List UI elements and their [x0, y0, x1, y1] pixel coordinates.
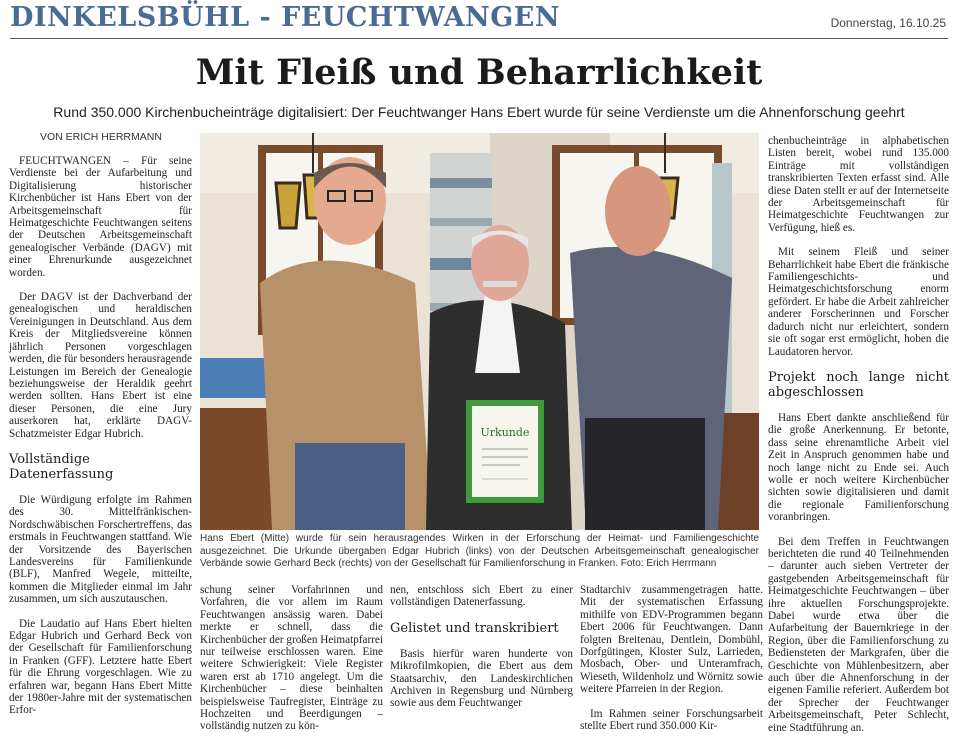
paragraph: Im Rahmen seiner Forschungsarbeit stellte Ebert rund 350.000 Kir- — [580, 707, 763, 733]
paragraph: Basis hierfür waren hunderte von Mikrofilmkopien, die Ebert aus dem Staatsarchiv, den Landeskirchlichen Archiven in Regensburg und Nürnberg sowie aus dem Feuchtwanger — [390, 647, 573, 710]
paragraph: Bei dem Treffen in Feuchtwangen berichteten die rund 40 Teilnehmenden – darunter auch sieben Vertreter der gastgebenden Arbeitsgemeinschaft für Heimatgeschichte Feuchtwangen – über ihre aktuellen Forschungsprojekte. Dabei wurde etwa über die Aufarbeitung der Bauernkriege in der Region, über die Familienforschung zu Bediensteten der Markgrafen, über die Geschichte von Mühlenbesitzern, aber auch über die Ahnenforschung in der eigenen Familie referiert. Außerdem bot der Sprecher der Feuchtwanger Arbeitsgemeinschaft, Peter Schlecht, eine Stadtführung an. — [768, 535, 949, 734]
paragraph: Der DAGV ist der Dachverband der genealogischen und heraldischen Vereinigungen in Deutschland. Aus dem Kreis der Mitgliedsvereine können jährlich Personen vorgeschlagen werden, die für besonders herausragende Leistungen im Bereich der Genealogie beziehungsweise der Heraldik geehrt werden sollten. Hans Ebert ist eine dieser Personen, die eine Jury auserkoren hat, erklärte DAGV-Schatzmeister Edgar Hubrich. — [9, 291, 192, 440]
header-divider — [10, 38, 948, 39]
text-column-1 — [9, 155, 192, 717]
paragraph: FEUCHTWANGEN – Für seine Verdienste bei der Aufarbeitung und Digitalisierung historischer Kirchenbücher ist Hans Ebert von der Arbeitsgemeinschaft für Heimatgeschichte Feuchtwangen seitens der Deutschen Arbeitsgemeinschaft genealogischer Verbände (DAGV) mit einer Ehrenurkunde ausgezeichnet worden. — [9, 155, 192, 279]
paragraph: Stadtarchiv zusammengetragen hatte. Mit der systematischen Erfassung mithilfe von EDV-Programmen begann Ebert 2006 für Feuchtwangen. Dann folgten Breitenau, Dentlein, Dombühl, Dorfgütingen, Kloster Sulz, Larrieden, Mosbach, Ober- und Unteramfrach, Wieseth, Wildenholz und Wörnitz sowie weitere Pfarreien in der Region. — [580, 584, 763, 696]
text-column-3 — [390, 584, 573, 710]
subheading: Projekt noch lange nicht abgeschlossen — [768, 369, 949, 400]
paragraph: Die Laudatio auf Hans Ebert hielten Edgar Hubrich und Gerhard Beck von der Gesellschaft für Familienforschung in Franken (GFF). Letztere hatte Ebert für die Ehrung vorgeschlagen. Wie zu erfahren war, begann Hans Ebert Mitte der 1980er-Jahre mit der systematischen Erfor- — [9, 617, 192, 717]
text-column-2 — [200, 584, 383, 733]
subheading: Gelistet und transkribiert — [390, 620, 559, 636]
paragraph: Mit seinem Fleiß und seiner Beharrlichkeit habe Ebert die fränkische Familiengeschichts- und Heimatgeschichtsforschung enorm gefördert. Er habe die Arbeit zahlreicher anderer Forscherinnen und Forscher dadurch nicht nur erleichtert, sondern sie oft sogar erst ermöglicht, hoben die Laudatoren hervor. — [768, 246, 949, 358]
paragraph: Hans Ebert dankte anschließend für die große Anerkennung. Er betonte, dass seine ehrenamtliche Arbeit viel Zeit in Anspruch genommen habe und noch lange nicht zu Ende sei. Auch wolle er noch weitere Kirchenbücher sichten sowie digitalisieren und damit die regionale Familienforschung voranbringen. — [768, 411, 949, 524]
paragraph: Die Würdigung erfolgte im Rahmen des 30. Mittelfränkischen-Nordschwäbischen Forschertreffens, das erstmals in Feuchtwangen stattfand. Wie der Vorsitzende des Bayerischen Landesvereins für Familienkunde (BLF), Manfred Wegele, mitteilte, kommen die Mitglieder einmal im Jahr zusammen, um sich auszutauschen. — [9, 493, 192, 606]
paragraph: schung seiner Vorfahrinnen und Vorfahren, die vor allem im Raum Feuchtwangen ansässig waren. Dabei merkte er schnell, dass die Kirchenbücher der großen Heimatpfarrei nur teilweise erschlossen waren. Eine weitere Schwierigkeit: Viele Register waren erst ab 1710 angelegt. Um die Kirchenbücher – diese beinhalten beispielsweise Taufregister, Einträge zu Hochzeiten und Beerdigungen – vollständig nutzen zu kön- — [200, 584, 383, 733]
news-photo — [200, 133, 759, 530]
subheading: Vollständige Datenerfassung — [9, 451, 114, 482]
author-byline: VON ERICH HERRMANN — [40, 131, 162, 143]
paragraph: nen, entschloss sich Ebert zu einer vollständigen Datenerfassung. — [390, 584, 573, 609]
certificate — [466, 400, 544, 503]
issue-date: Donnerstag, 16.10.25 — [830, 16, 946, 30]
text-column-5 — [768, 135, 949, 734]
photo-caption: Hans Ebert (Mitte) wurde für sein herausragendes Wirken in der Erforschung der Heimat- und Familiengeschichte ausgezeichnet. Die Urkunde übergaben Edgar Hubrich (links) von der Deutschen Arbeitsgemeinschaft genealogischer Verbände sowie Gerhard Beck (rechts) von der Gesellschaft für Familienforschung in Franken. Foto: Erich Herrmann — [200, 533, 759, 570]
subheadline: Rund 350.000 Kirchenbucheinträge digitalisiert: Der Feuchtwanger Hans Ebert wurde für seine Verdienste um die Ahnenforschung geehrt — [53, 104, 905, 120]
text-column-4 — [580, 584, 763, 732]
headline: Mit Fleiß und Beharrlichkeit — [195, 52, 763, 93]
section-header: DINKELSBÜHL - FEUCHTWANGEN — [10, 2, 561, 33]
certificate-title: Urkunde — [480, 426, 530, 439]
paragraph: chenbucheinträge in alphabetischen Listen bereit, wobei rund 135.000 Einträge mit vollständigen transkribierten Texten erfasst sind. Alle diese Daten stellt er auf der Internetseite der Arbeitsgemeinschaft für Heimatgeschichte Feuchtwangen zur Verfügung, hieß es. — [768, 135, 949, 234]
